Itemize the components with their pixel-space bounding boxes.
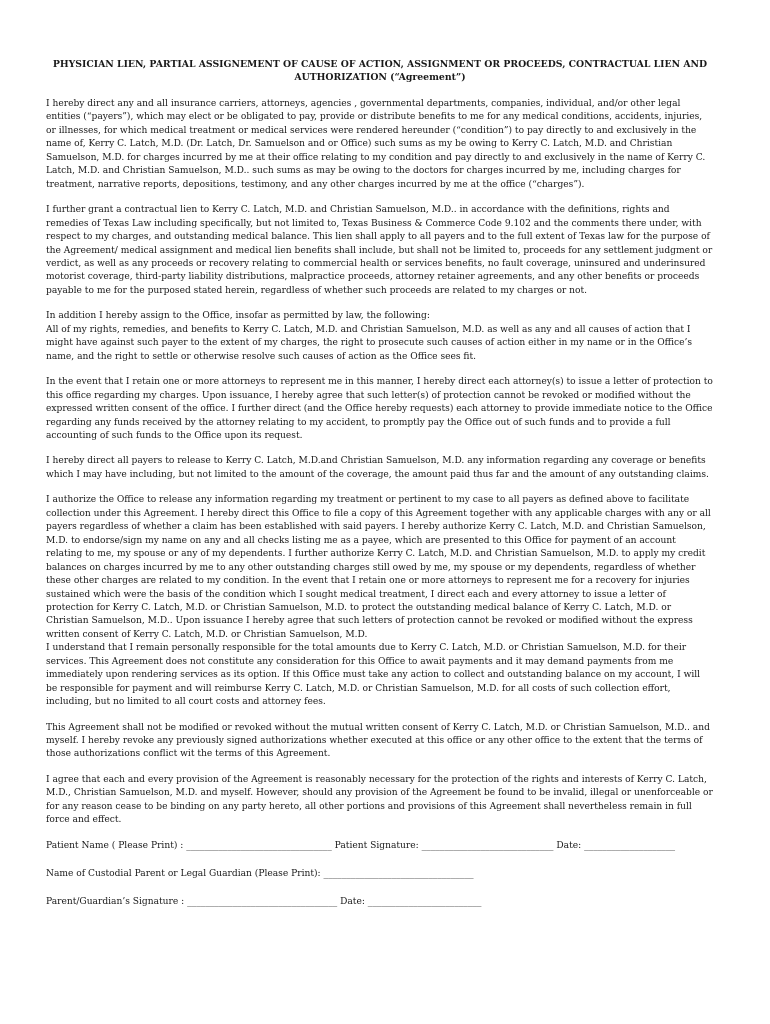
paragraph-assignment: In addition I hereby assign to the Office, insofar as permitted by law, the following: All of my rights, remedies, and benefits to Kerry C. Latch, M.D. and Christian Samuelson, M.D. as well as any and all causes of action that I might have against such payer to the extent of my charges, the right to prosecute such causes of action either in my name or in the Office’s name, and the right to settle or otherwise resolve such causes of action as the Office sees fit.	[46, 311, 693, 362]
guardian-name-row	[46, 868, 714, 881]
guardian-name-field[interactable]: _________________________________	[323, 868, 474, 879]
document-title: PHYSICIAN LIEN, PARTIAL ASSIGNEMENT OF CAUSE OF ACTION, ASSIGNMENT OR PROCEEDS, CONTRACTUAL LIEN AND AUTHORIZATION (“Agreement”)	[52, 59, 708, 83]
paragraph-payment-direction: I hereby direct any and all insurance carriers, attorneys, agencies , governmental departments, companies, individual, and/or other legal entities (“payers”), which may elect or be obligated to pay, provide or distribute benefits to me for any medical conditions, accidents, injuries, or illnesses, for which medical treatment or medical services were rendered hereunder (“condition”) to pay directly to and exclusively in the name of, Kerry C. Latch, M.D. (Dr. Latch, Dr. Samuelson and or Office) such sums as my be owing to Kerry C. Latch, M.D. and Christian Samuelson, M.D. for charges incurred by me at their office relating to my condition and pay directly to and exclusively in the name of Kerry C. Latch, M.D. and Christian Samuelson, M.D.. such sums as may be owing to the doctors for charges incurred by me, including charges for treatment, narrative reports, depositions, testimony, and any other charges incurred by me at the office (“charges”).	[46, 99, 706, 190]
patient-name-label: Patient Name ( Please Print) :	[46, 840, 184, 851]
patient-date-field[interactable]: ____________________	[584, 840, 676, 851]
patient-signature-field[interactable]: _____________________________	[421, 840, 554, 851]
patient-signature-label: Patient Signature:	[334, 840, 419, 851]
paragraph-modification: This Agreement shall not be modified or revoked without the mutual written consent of Kerry C. Latch, M.D. or Christian Samuelson, M.D.. and myself. I hereby revoke any previously signed authorizations whether executed at this office or any other office to the extent that the terms of those authorizations conflict wit the terms of this Agreement.	[46, 722, 710, 760]
guardian-signature-label: Parent/Guardian’s Signature :	[46, 896, 185, 907]
paragraph-letter-of-protection: In the event that I retain one or more attorneys to represent me in this manner, I hereby direct each attorney(s) to issue a letter of protection to this office regarding my charges. Upon issuance, I hereby agree that such letter(s) of protection cannot be revoked or modified without the expressed written consent of the office. I further direct (and the Office hereby requests) each attorney to provide immediate notice to the Office regarding any funds received by the attorney relating to my accident, to promptly pay the Office out of such funds and to provide a full accounting of such funds to the Office upon its request.	[46, 377, 713, 441]
guardian-signature-row	[46, 896, 714, 909]
paragraph-severability: I agree that each and every provision of the Agreement is reasonably necessary for the protection of the rights and interests of Kerry C. Latch, M.D., Christian Samuelson, M.D. and myself. However, should any provision of the Agreement be found to be invalid, illegal or unenforceable or for any reason cease to be binding on any party hereto, all other portions and provisions of this Agreement shall nevertheless remain in full force and effect.	[46, 774, 713, 826]
paragraph-release-information: I hereby direct all payers to release to Kerry C. Latch, M.D.and Christian Samuelson, M.D. any information regarding any coverage or benefits which I may have including, but not limited to the amount of the coverage, the amount paid thus far and the amount of any outstanding claims.	[46, 456, 709, 480]
guardian-date-field[interactable]: _________________________	[367, 896, 482, 907]
guardian-date-label: Date:	[340, 896, 365, 907]
guardian-signature-field[interactable]: _________________________________	[187, 896, 338, 907]
paragraph-personal-responsibility: I understand that I remain personally responsible for the total amounts due to Kerry C. Latch, M.D. or Christian Samuelson, M.D. for their services. This Agreement does not constitute any consideration for this Office to await payments and it may demand payments from me immediately upon rendering services as its option. If this Office must take any action to collect and outstanding balance on my account, I will be responsible for payment and will reimburse Kerry C. Latch, M.D. or Christian Samuelson, M.D. for all costs of such collection effort, including, but no limited to all court costs and attorney fees.	[46, 643, 701, 708]
patient-signature-row	[46, 840, 714, 853]
date-label: Date:	[556, 840, 582, 851]
paragraph-authorization: I authorize the Office to release any information regarding my treatment or pertinent to my case to all payers as defined above to facilitate collection under this Agreement. I hereby direct this Office to file a copy of this Agreement together with any applicable charges with any or all payers regardless of whether a claim has been established with said payers. I hereby authorize Kerry C. Latch, M.D. and Christian Samuelson, M.D. to endorse/sign my name on any and all checks listing me as a payee, which are presented to this Office for payment of an account relating to me, my spouse or any of my dependents. I further authorize Kerry C. Latch, M.D. and Christian Samuelson, M.D. to apply my credit balances on charges incurred by me to any other outstanding charges still owed by me, my spouse or my dependents, regardless of whether these other charges are related to my condition. In the event that I retain one or more attorneys to represent me for a recovery for injuries sustained which were the basis of the condition which I sought medical treatment, I direct each and every attorney to issue a letter of protection for Kerry C. Latch, M.D. or Christian Samuelson, M.D. to protect the outstanding medical balance of Kerry C. Latch, M.D. or Christian Samuelson, M.D.. Upon issuance I hereby agree that such letters of protection cannot be revoked or modified without the express written consent of Kerry C. Latch, M.D. or Christian Samuelson, M.D.	[46, 495, 711, 640]
patient-name-field[interactable]: ________________________________	[186, 840, 332, 851]
guardian-name-label: Name of Custodial Parent or Legal Guardian (Please Print):	[46, 868, 321, 879]
paragraph-contractual-lien: I further grant a contractual lien to Kerry C. Latch, M.D. and Christian Samuelson, M.D.. in accordance with the definitions, rights and remedies of Texas Law including specifically, but not limited to, Texas Business & Commerce Code 9.102 and the comments there under, with respect to my charges, and outstanding medical balance. This lien shall apply to all payers and to the full extent of Texas law for the purpose of the Agreement/ medical assignment and medical lien benefits shall include, but shall not be limited to, proceeds for any settlement judgment or verdict, as well as any proceeds or recovery relating to commercial health or services benefits, no fault coverage, uninsured and underinsured motorist coverage, third-party liability distributions, malpractice proceeds, attorney retainer agreements, and any other benefits or proceeds payable to me for the purposed stated herein, regardless of whether such proceeds are related to my charges or not.	[46, 205, 713, 296]
